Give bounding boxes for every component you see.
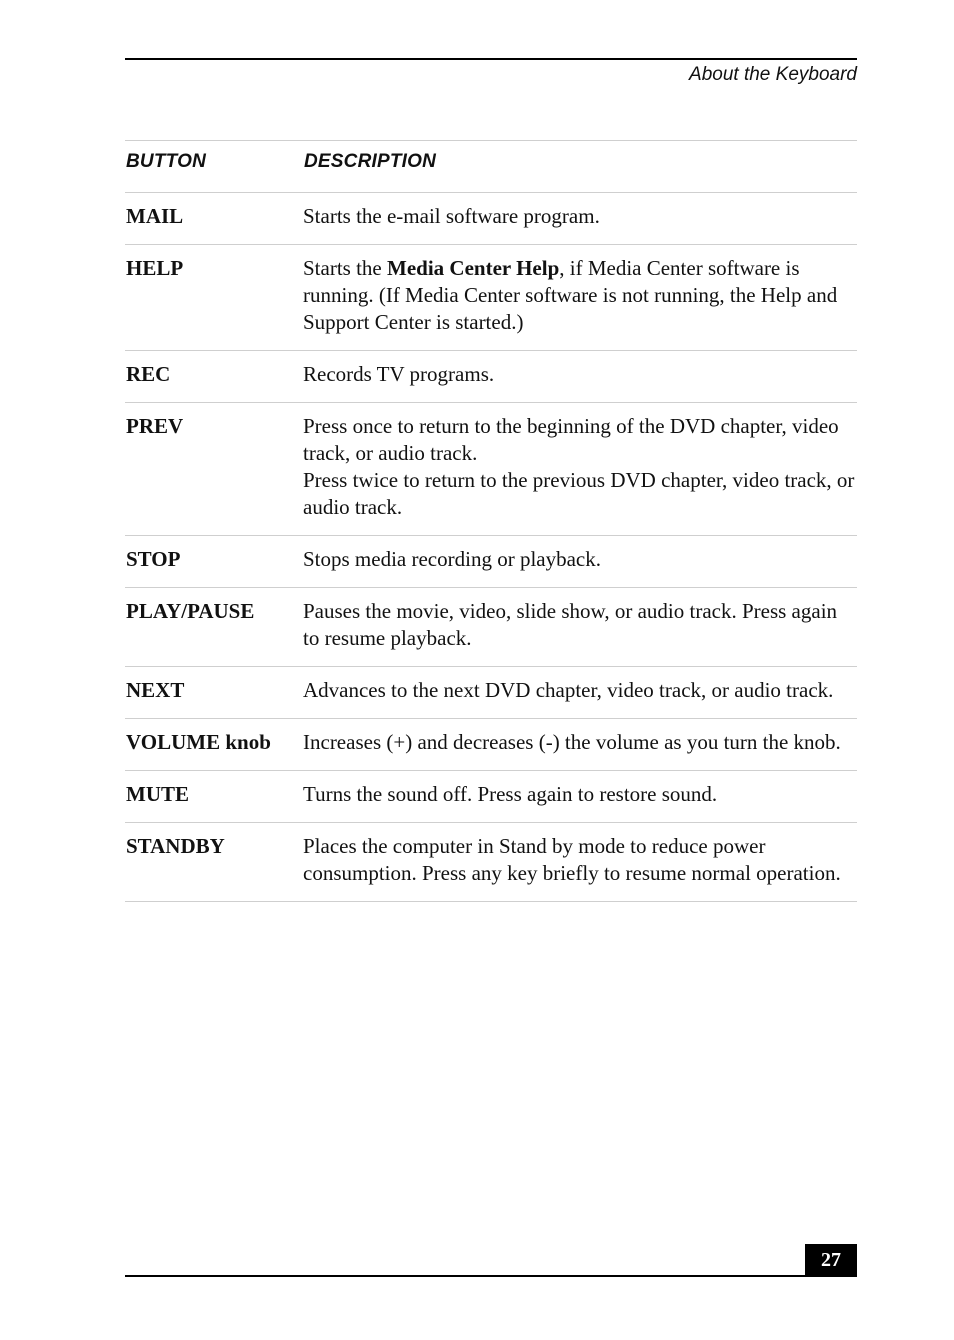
button-description [303, 823, 857, 902]
table-row [125, 351, 857, 403]
button-description [303, 536, 857, 588]
running-header: About the Keyboard [689, 64, 857, 85]
description-line: Advances to the next DVD chapter, video track, or audio track. [303, 678, 834, 702]
page-number: 27 [805, 1244, 857, 1277]
table-row [125, 719, 857, 771]
table-row [125, 823, 857, 902]
button-name: STANDBY [125, 823, 303, 902]
table-row [125, 771, 857, 823]
button-name: HELP [125, 245, 303, 351]
table-row [125, 588, 857, 667]
button-description [303, 588, 857, 667]
description-text: Starts the [303, 256, 387, 280]
button-description [303, 667, 857, 719]
description-line: Pauses the movie, video, slide show, or audio track. Press again to resume playback. [303, 599, 838, 650]
button-name: MUTE [125, 771, 303, 823]
button-description [303, 403, 857, 536]
table-row [125, 403, 857, 536]
footer-rule [125, 1275, 857, 1277]
table-row [125, 193, 857, 245]
description-line: Starts the e-mail software program. [303, 204, 600, 228]
button-name: VOLUME knob [125, 719, 303, 771]
description-line: Places the computer in Stand by mode to reduce power consumption. Press any key briefly to resume normal operation. [303, 834, 841, 885]
description-line: Stops media recording or playback. [303, 547, 601, 571]
description-line: Increases (+) and decreases (-) the volume as you turn the knob. [303, 730, 841, 754]
button-name: STOP [125, 536, 303, 588]
button-description [303, 193, 857, 245]
button-description [303, 245, 857, 351]
table-row [125, 536, 857, 588]
button-name: PLAY/PAUSE [125, 588, 303, 667]
table-row [125, 245, 857, 351]
button-description-table [125, 140, 857, 902]
header-rule [125, 58, 857, 60]
description-line: Turns the sound off. Press again to restore sound. [303, 782, 718, 806]
button-description [303, 771, 857, 823]
description-text: , if Media Center software is running. (If Media Center software is not running, the Help and Support Center is started.) [303, 256, 838, 334]
table-row [125, 667, 857, 719]
description-emphasis: Media Center Help [387, 256, 560, 280]
description-line: Records TV programs. [303, 362, 495, 386]
button-name: NEXT [125, 667, 303, 719]
column-header-description: DESCRIPTION [303, 141, 857, 193]
button-description [303, 351, 857, 403]
table-header-row [125, 141, 857, 193]
column-header-button: BUTTON [125, 141, 303, 193]
button-name: PREV [125, 403, 303, 536]
button-name: REC [125, 351, 303, 403]
button-description [303, 719, 857, 771]
description-line: Press twice to return to the previous DVD chapter, video track, or audio track. [303, 468, 855, 519]
button-name: MAIL [125, 193, 303, 245]
description-line: Press once to return to the beginning of the DVD chapter, video track, or audio track. [303, 414, 839, 465]
